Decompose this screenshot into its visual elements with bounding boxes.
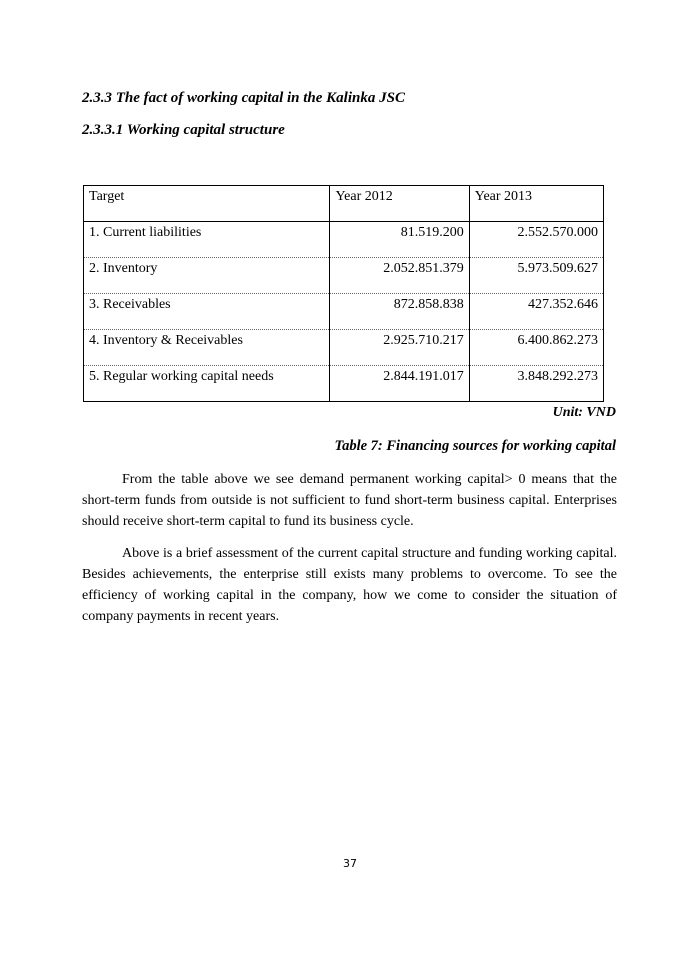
page-number: 37 bbox=[343, 857, 357, 870]
table-row bbox=[84, 294, 604, 330]
financing-table bbox=[83, 185, 604, 402]
row-label: 1. Current liabilities bbox=[84, 222, 330, 258]
row-label: 2. Inventory bbox=[84, 258, 330, 294]
header-target: Target bbox=[84, 186, 330, 222]
body-paragraph: Above is a brief assessment of the current capital structure and funding working capital. Besides achievements, the enterprise still exists many problems to overcome. To see the efficiency of working capital in the company, how we come to consider the situation of company payments in recent years. bbox=[82, 546, 617, 624]
table-caption: Table 7: Financing sources for working capital bbox=[334, 438, 616, 454]
row-value-2013: 427.352.646 bbox=[469, 294, 603, 330]
row-value-2012: 2.052.851.379 bbox=[330, 258, 469, 294]
table-row bbox=[84, 366, 604, 402]
header-year-2012: Year 2012 bbox=[330, 186, 469, 222]
row-value-2012: 2.925.710.217 bbox=[330, 330, 469, 366]
header-year-2013: Year 2013 bbox=[469, 186, 603, 222]
row-label: 3. Receivables bbox=[84, 294, 330, 330]
table-header-row bbox=[84, 186, 604, 222]
body-paragraph: From the table above we see demand permanent working capital> 0 means that the short-term funds from outside is not sufficient to fund short-term business capital. Enterprises should receive short-term capital to fund its business cycle. bbox=[82, 472, 617, 529]
row-label: 5. Regular working capital needs bbox=[84, 366, 330, 402]
row-value-2013: 3.848.292.273 bbox=[469, 366, 603, 402]
row-value-2012: 81.519.200 bbox=[330, 222, 469, 258]
subsection-heading: 2.3.3.1 Working capital structure bbox=[82, 122, 285, 138]
row-value-2013: 6.400.862.273 bbox=[469, 330, 603, 366]
row-label: 4. Inventory & Receivables bbox=[84, 330, 330, 366]
section-heading: 2.3.3 The fact of working capital in the Kalinka JSC bbox=[82, 90, 405, 106]
table-unit-note: Unit: VND bbox=[552, 405, 616, 420]
table-row bbox=[84, 330, 604, 366]
row-value-2012: 2.844.191.017 bbox=[330, 366, 469, 402]
row-value-2013: 2.552.570.000 bbox=[469, 222, 603, 258]
row-value-2012: 872.858.838 bbox=[330, 294, 469, 330]
table-row bbox=[84, 222, 604, 258]
row-value-2013: 5.973.509.627 bbox=[469, 258, 603, 294]
table-row bbox=[84, 258, 604, 294]
